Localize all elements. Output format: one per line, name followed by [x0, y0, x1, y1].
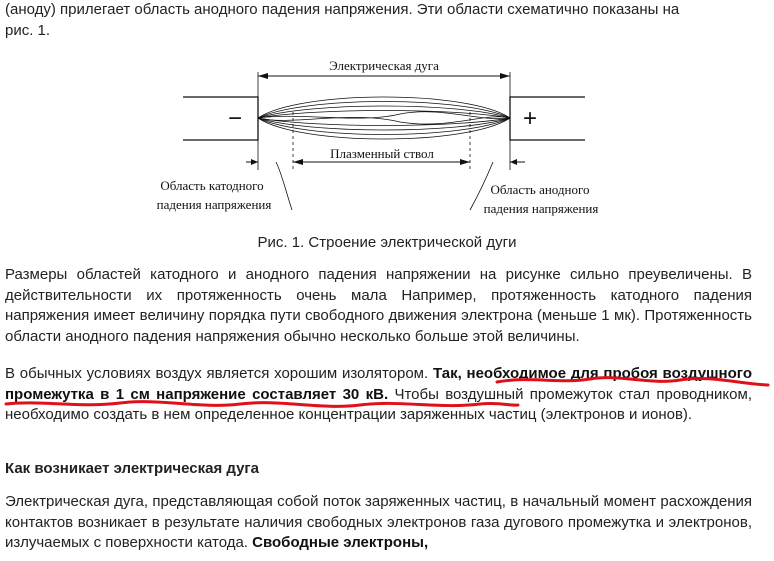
arc-column-lines	[258, 97, 510, 139]
minus-sign: −	[227, 105, 243, 132]
cathode-electrode	[183, 97, 258, 140]
cathode-region-label-line-2: падения напряжения	[156, 197, 272, 212]
plasma-label: Плазменный ствол	[330, 146, 434, 161]
arc-structure-figure	[0, 52, 774, 222]
arc-label: Электрическая дуга	[329, 58, 439, 73]
anode-region-right-arrowhead	[510, 159, 517, 165]
paragraph-arc-origin	[5, 492, 752, 554]
cathode-leader-line	[276, 162, 292, 210]
para2-highlighted-bold: Так, необходимое для пробоя воздушного промежутка в 1 см напряжение составляет 30 кВ.	[5, 365, 752, 403]
cathode-region-label-line-1: Область катодного	[160, 178, 264, 193]
para2-text-start: В обычных условиях воздух является хорошим изолятором.	[5, 365, 433, 382]
anode-region-label-line-1: Область анодного	[490, 182, 590, 197]
intro-line-1: (аноду) прилегает область анодного падения напряжения. Эти области схематично показаны на	[5, 1, 680, 18]
figure-caption: Рис. 1. Строение электрической дуги	[257, 234, 517, 251]
para3-bold: Свободные электроны,	[252, 534, 429, 551]
plus-sign: +	[522, 105, 538, 132]
para2-text-end: Чтобы воздушный промежуток стал проводником, необходимо создать в нем определенное концентрации заряженных частиц (электронов и ионов).	[5, 385, 752, 423]
arc-diagram	[0, 52, 774, 222]
anode-region-label-line-2: падения напряжения	[483, 201, 599, 216]
plasma-arrow-left	[293, 159, 303, 165]
arc-length-arrow-left	[258, 73, 268, 79]
paragraph-air-insulator	[5, 364, 752, 426]
intro-line-2: рис. 1.	[5, 21, 51, 39]
intro-paragraph	[5, 0, 752, 41]
para3-text-start: Электрическая дуга, представляющая собой поток заряженных частиц, в начальный момент расхождения контактов возникает в результате наличия свободных электронов газа дугового промежутка и электронов, излучаемых с поверхности катода.	[5, 493, 752, 551]
section-heading: Как возникает электрическая дуга	[5, 460, 260, 477]
arc-length-arrow-right	[500, 73, 510, 79]
paragraph-region-sizes: Размеры областей катодного и анодного падения напряжении на рисунке сильно преувеличены. В действительности их протяженность очень мала Например, протяженность катодного падения напряжения имеет величину порядка пути свободного движения электрона (меньше 1 мк). Протяженность области анодного падения напряжения обычно несколько больше этой величины.	[5, 266, 752, 345]
anode-electrode	[510, 97, 585, 140]
cathode-region-left-arrowhead	[251, 159, 258, 165]
plasma-arrow-right	[460, 159, 470, 165]
